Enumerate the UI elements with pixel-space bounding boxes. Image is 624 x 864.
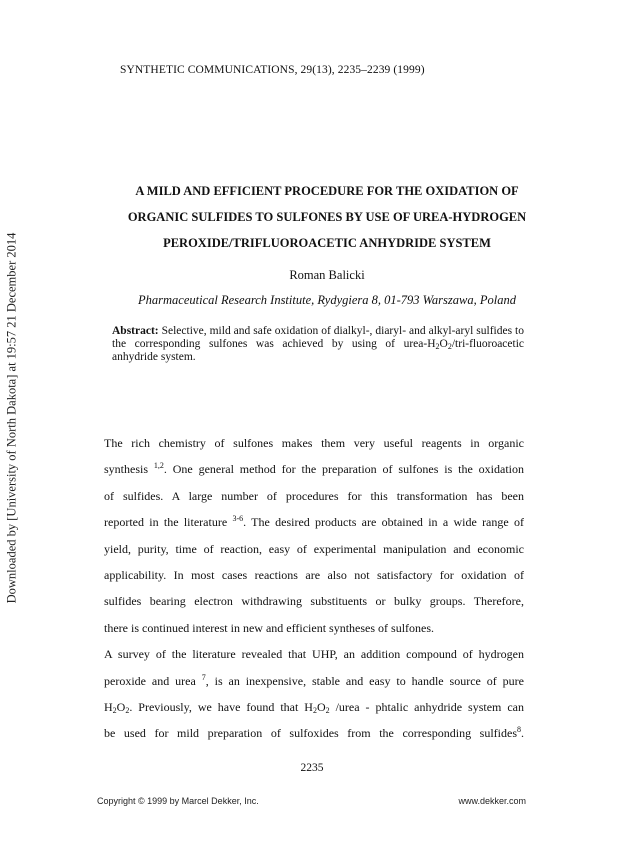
download-note-text: Downloaded by [University of North Dakota] at 19:57 21 December 2014	[4, 232, 19, 604]
body-line: peroxide and urea $^7$, is an inexpensive, stable and easy to handle source of pure	[104, 672, 524, 688]
publisher-website: www.dekker.com	[458, 796, 526, 806]
body-line: $H_2O_2$. Previously, we have found that $H_2O_2$ /urea - phtalic anhydride system can	[104, 699, 525, 715]
body-line: sulfides bearing electron withdrawing substituents or bulky groups. Therefore,	[104, 594, 524, 609]
title-line: ORGANIC SULFIDES TO SULFONES BY USE OF UREA-HYDROGEN	[127, 210, 527, 224]
abstract-label: Abstract:	[112, 325, 159, 337]
copyright-notice: Copyright © 1999 by Marcel Dekker, Inc.	[97, 796, 259, 806]
subscript: 2	[435, 342, 440, 351]
citation: 1,2	[153, 461, 164, 471]
author-affiliation: Pharmaceutical Research Institute, Rydygiera 8, 01-793 Warszawa, Poland	[138, 293, 516, 307]
body-line: synthesis $^{1,2}$. One general method for the preparation of sulfones is the oxidation	[104, 461, 524, 477]
abstract-text: /tri-fluoroacetic anhydride system.	[112, 338, 524, 363]
journal-header: SYNTHETIC COMMUNICATIONS, 29(13), 2235–2239 (1999)	[120, 64, 425, 76]
body-line: of sulfides. A large number of procedures for this transformation has been	[104, 488, 524, 503]
abstract-text: Selective, mild and safe oxidation of dialkyl-, diaryl- and alkyl-aryl sulfides to the corresponding sulfones was achieved by using of urea-H	[112, 325, 524, 350]
body-line: applicability. In most cases reactions are also not satisfactory for oxidation of	[104, 567, 524, 582]
page-number: 2235	[300, 762, 324, 774]
article-title	[70, 178, 584, 256]
title-line: PEROXIDE/TRIFLUOROACETIC ANHYDRIDE SYSTEM	[163, 236, 491, 250]
body-line: be used for mild preparation of sulfoxides from the corresponding sulfides$^8$.	[104, 725, 524, 741]
body-line: reported in the literature $^{3-6}$. The desired products are obtained in a wide range of	[104, 514, 524, 530]
subscript: 2	[125, 705, 130, 715]
body-text	[104, 433, 524, 750]
body-line: yield, purity, time of reaction, easy of experimental manipulation and economic	[104, 541, 524, 556]
title-line: A MILD AND EFFICIENT PROCEDURE FOR THE OXIDATION OF	[135, 184, 519, 198]
abstract	[112, 325, 524, 364]
download-watermark	[0, 0, 24, 864]
subscript: 2	[312, 705, 317, 715]
citation: 3-6	[232, 514, 244, 524]
author-name: Roman Balicki	[289, 268, 365, 282]
body-line: there is continued interest in new and efficient syntheses of sulfones.	[104, 620, 435, 635]
body-line: A survey of the literature revealed that UHP, an addition compound of hydrogen	[104, 647, 524, 662]
subscript: 2	[447, 342, 452, 351]
citation: 8	[517, 725, 521, 735]
subscript: 2	[112, 705, 117, 715]
abstract-text: O	[439, 338, 448, 350]
citation: 7	[201, 672, 206, 682]
body-line: The rich chemistry of sulfones makes them very useful reagents in organic	[104, 436, 524, 450]
subscript: 2	[325, 705, 330, 715]
